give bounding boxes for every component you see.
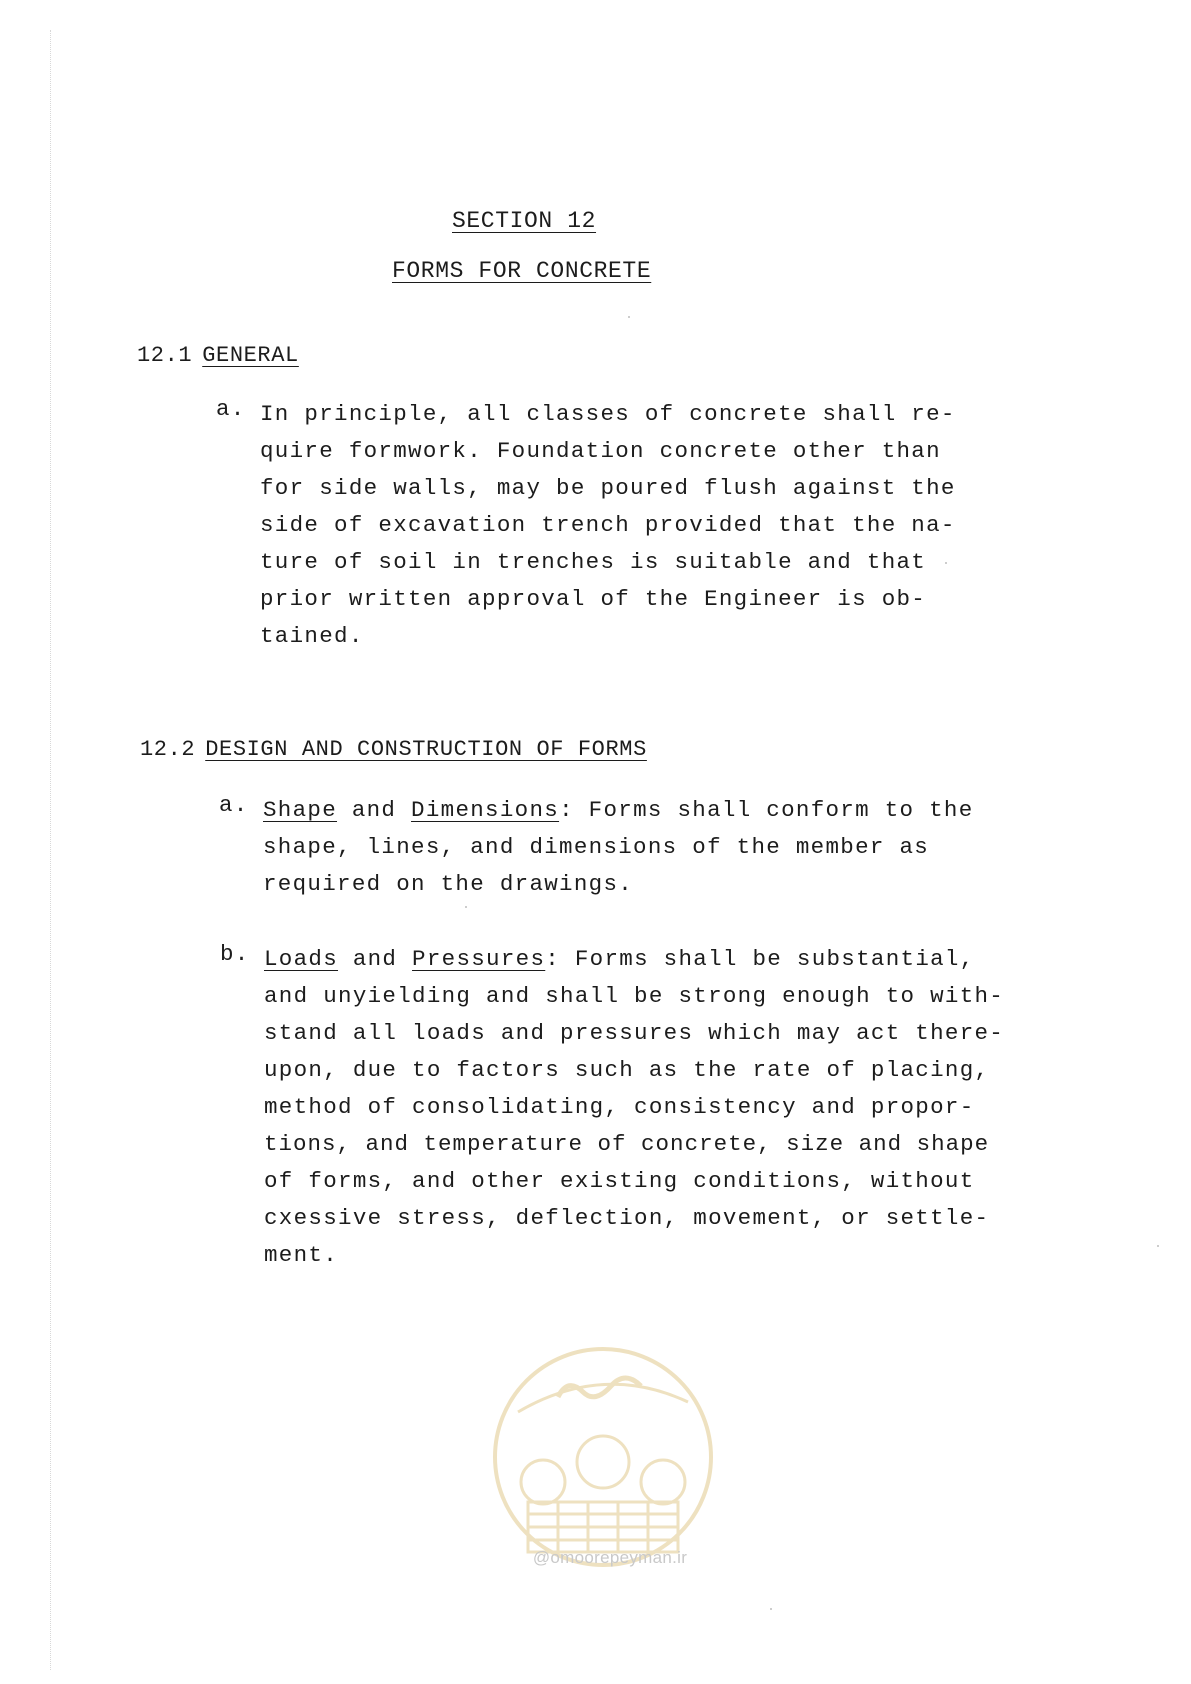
item-line: cxessive stress, deflection, movement, or settle- bbox=[264, 1205, 990, 1231]
general-item-a bbox=[216, 396, 956, 655]
item-line: shape, lines, and dimensions of the member as bbox=[263, 834, 930, 860]
section-12-1-heading bbox=[137, 343, 299, 368]
item-line: method of consolidating, consistency and propor- bbox=[264, 1094, 975, 1120]
item-line: tions, and temperature of concrete, size and shape bbox=[264, 1131, 990, 1157]
item-joiner: and bbox=[338, 946, 413, 972]
item-term: Shape bbox=[263, 797, 338, 823]
item-marker: b. bbox=[220, 941, 250, 967]
item-line: upon, due to factors such as the rate of placing, bbox=[264, 1057, 990, 1083]
item-line: quire formwork. Foundation concrete other than bbox=[260, 438, 941, 464]
item-text: : Forms shall conform to the bbox=[559, 797, 974, 823]
item-term: Pressures bbox=[412, 946, 546, 972]
design-item-a bbox=[219, 792, 974, 903]
section-12-2-heading bbox=[140, 737, 647, 762]
watermark-caption: @omoorepeyman.ir bbox=[532, 1548, 688, 1567]
section-heading-text: DESIGN AND CONSTRUCTION OF FORMS bbox=[205, 737, 647, 762]
section-title: FORMS FOR CONCRETE bbox=[392, 258, 652, 284]
item-line: stand all loads and pressures which may act there- bbox=[264, 1020, 1005, 1046]
item-line: ture of soil in trenches is suitable and that bbox=[260, 549, 927, 575]
section-heading-text: GENERAL bbox=[202, 343, 299, 368]
item-line: required on the drawings. bbox=[263, 871, 634, 897]
item-marker: a. bbox=[219, 792, 249, 818]
item-first-line bbox=[263, 792, 974, 829]
scan-speck bbox=[1157, 1245, 1159, 1247]
scan-speck bbox=[770, 1608, 772, 1610]
item-term: Dimensions bbox=[411, 797, 560, 823]
item-line: of forms, and other existing conditions, without bbox=[264, 1168, 975, 1194]
item-line: tained. bbox=[260, 623, 364, 649]
item-joiner: and bbox=[337, 797, 412, 823]
item-line: and unyielding and shall be strong enough to with- bbox=[264, 983, 1005, 1009]
item-line: prior written approval of the Engineer is ob- bbox=[260, 586, 927, 612]
scan-margin-dots bbox=[50, 30, 51, 1670]
scan-speck bbox=[465, 906, 467, 908]
item-first-line bbox=[264, 941, 1004, 978]
item-text: : Forms shall be substantial, bbox=[545, 946, 975, 972]
item-line: In principle, all classes of concrete shall re- bbox=[260, 401, 956, 427]
scan-speck bbox=[945, 562, 947, 564]
section-number: 12.1 bbox=[137, 343, 193, 368]
item-marker: a. bbox=[216, 396, 246, 422]
item-line: for side walls, may be poured flush against the bbox=[260, 475, 956, 501]
item-line: side of excavation trench provided that the na- bbox=[260, 512, 956, 538]
item-line: ment. bbox=[264, 1242, 339, 1268]
design-item-b bbox=[220, 941, 1005, 1274]
section-number: 12.2 bbox=[140, 737, 196, 762]
omoorepeyman-logo-icon bbox=[488, 1342, 718, 1572]
scan-speck bbox=[628, 316, 630, 318]
section-label: SECTION 12 bbox=[452, 208, 597, 234]
item-term: Loads bbox=[264, 946, 339, 972]
